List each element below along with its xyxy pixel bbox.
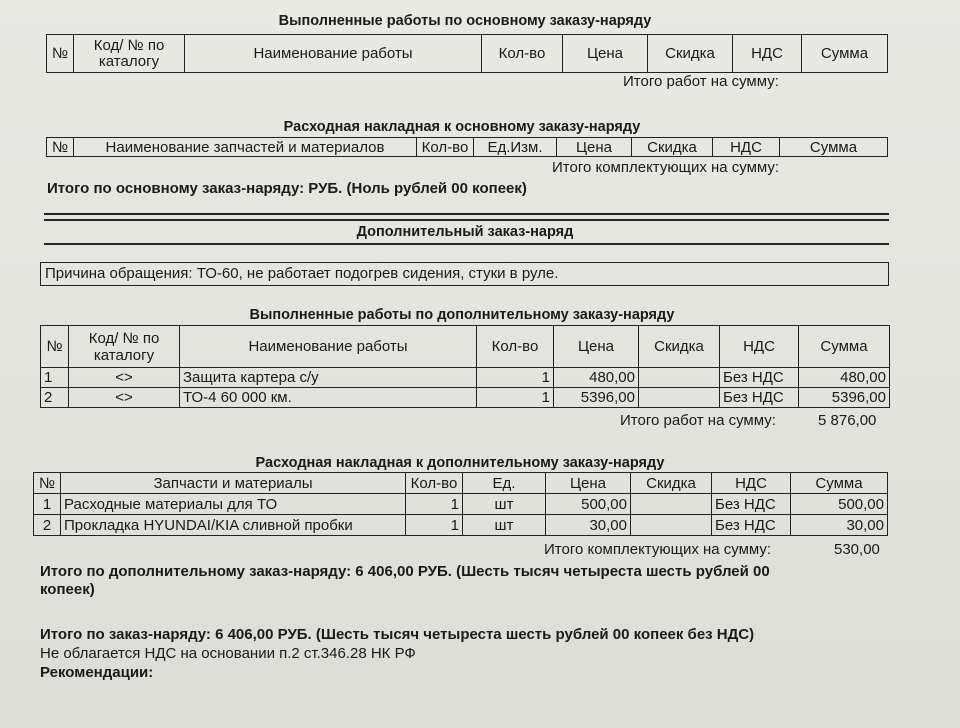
cell-discount bbox=[639, 388, 720, 408]
cell-price: 5396,00 bbox=[554, 388, 639, 408]
add-works-total-value: 5 876,00 bbox=[818, 412, 877, 429]
col-sum: Сумма bbox=[799, 326, 890, 368]
col-name: Наименование работы bbox=[180, 326, 477, 368]
visit-reason-box: Причина обращения: ТО-60, не работает подогрев сидения, стуки в руле. bbox=[40, 262, 889, 286]
col-vat: НДС bbox=[733, 35, 802, 73]
table-header-row bbox=[47, 138, 888, 157]
col-name: Наименование запчастей и материалов bbox=[74, 138, 417, 157]
cell-code: <> bbox=[69, 388, 180, 408]
vat-note: Не облагается НДС на основании п.2 ст.346.28 НК РФ bbox=[40, 645, 416, 662]
table-row bbox=[41, 388, 890, 408]
col-qty: Кол-во bbox=[406, 473, 463, 494]
col-sum: Сумма bbox=[780, 138, 888, 157]
col-num: № bbox=[47, 35, 74, 73]
col-discount: Скидка bbox=[639, 326, 720, 368]
table-header-row bbox=[34, 473, 888, 494]
add-works-total-label: Итого работ на сумму: bbox=[620, 412, 776, 429]
cell-sum: 5396,00 bbox=[799, 388, 890, 408]
col-qty: Кол-во bbox=[477, 326, 554, 368]
col-price: Цена bbox=[557, 138, 632, 157]
cell-unit: шт bbox=[463, 515, 546, 536]
add-parts-table bbox=[33, 472, 888, 536]
cell-name: Прокладка HYUNDAI/KIA сливной пробки bbox=[61, 515, 406, 536]
col-code: Код/ № по каталогу bbox=[69, 326, 180, 368]
cell-vat: Без НДС bbox=[712, 515, 791, 536]
main-parts-total-label: Итого комплектующих на сумму: bbox=[552, 159, 780, 176]
col-qty: Кол-во bbox=[482, 35, 563, 73]
main-works-table bbox=[46, 34, 888, 73]
col-vat: НДС bbox=[720, 326, 799, 368]
col-vat: НДС bbox=[713, 138, 780, 157]
cell-price: 480,00 bbox=[554, 368, 639, 388]
main-works-total-label: Итого работ на сумму: bbox=[623, 73, 779, 90]
divider bbox=[44, 243, 889, 245]
cell-num: 2 bbox=[41, 388, 69, 408]
add-parts-title: Расходная накладная к дополнительному заказу-наряду bbox=[255, 455, 665, 471]
table-row bbox=[34, 515, 888, 536]
col-name: Наименование работы bbox=[185, 35, 482, 73]
table-row bbox=[34, 494, 888, 515]
table-header-row bbox=[47, 35, 888, 73]
cell-vat: Без НДС bbox=[720, 368, 799, 388]
cell-discount bbox=[639, 368, 720, 388]
add-order-total-line1: Итого по дополнительному заказ-наряду: 6 406,00 РУБ. (Шесть тысяч четыреста шесть рублей 00 bbox=[40, 563, 770, 580]
cell-qty: 1 bbox=[406, 494, 463, 515]
cell-num: 1 bbox=[41, 368, 69, 388]
cell-qty: 1 bbox=[477, 388, 554, 408]
col-discount: Скидка bbox=[632, 138, 713, 157]
col-unit: Ед.Изм. bbox=[474, 138, 557, 157]
additional-order-title: Дополнительный заказ-наряд bbox=[356, 224, 574, 240]
cell-code: <> bbox=[69, 368, 180, 388]
add-works-table bbox=[40, 325, 890, 408]
col-num: № bbox=[47, 138, 74, 157]
cell-discount bbox=[631, 494, 712, 515]
main-works-title: Выполненные работы по основному заказу-наряду bbox=[278, 13, 652, 29]
table-header-row bbox=[41, 326, 890, 368]
main-parts-title: Расходная накладная к основному заказу-наряду bbox=[283, 119, 641, 135]
cell-qty: 1 bbox=[406, 515, 463, 536]
cell-price: 30,00 bbox=[546, 515, 631, 536]
col-sum: Сумма bbox=[802, 35, 888, 73]
col-discount: Скидка bbox=[648, 35, 733, 73]
add-parts-total-value: 530,00 bbox=[834, 541, 880, 558]
col-vat: НДС bbox=[712, 473, 791, 494]
col-sum: Сумма bbox=[791, 473, 888, 494]
cell-num: 1 bbox=[34, 494, 61, 515]
col-name: Запчасти и материалы bbox=[61, 473, 406, 494]
col-discount: Скидка bbox=[631, 473, 712, 494]
main-order-total: Итого по основному заказ-наряду: РУБ. (Ноль рублей 00 копеек) bbox=[47, 180, 527, 197]
cell-vat: Без НДС bbox=[720, 388, 799, 408]
cell-name: Расходные материалы для ТО bbox=[61, 494, 406, 515]
col-price: Цена bbox=[563, 35, 648, 73]
col-unit: Ед. bbox=[463, 473, 546, 494]
add-order-total-line2: копеек) bbox=[40, 581, 95, 598]
divider bbox=[44, 219, 889, 221]
add-parts-total-label: Итого комплектующих на сумму: bbox=[544, 541, 772, 558]
col-code: Код/ № по каталогу bbox=[74, 35, 185, 73]
recommendations-label: Рекомендации: bbox=[40, 664, 154, 681]
cell-name: ТО-4 60 000 км. bbox=[180, 388, 477, 408]
cell-num: 2 bbox=[34, 515, 61, 536]
grand-total: Итого по заказ-наряду: 6 406,00 РУБ. (Шесть тысяч четыреста шесть рублей 00 копеек без НДС) bbox=[40, 626, 755, 643]
main-parts-table bbox=[46, 137, 888, 157]
col-num: № bbox=[34, 473, 61, 494]
cell-sum: 500,00 bbox=[791, 494, 888, 515]
cell-qty: 1 bbox=[477, 368, 554, 388]
col-price: Цена bbox=[546, 473, 631, 494]
col-qty: Кол-во bbox=[417, 138, 474, 157]
cell-vat: Без НДС bbox=[712, 494, 791, 515]
cell-price: 500,00 bbox=[546, 494, 631, 515]
cell-discount bbox=[631, 515, 712, 536]
col-num: № bbox=[41, 326, 69, 368]
cell-unit: шт bbox=[463, 494, 546, 515]
cell-sum: 480,00 bbox=[799, 368, 890, 388]
col-price: Цена bbox=[554, 326, 639, 368]
cell-name: Защита картера с/у bbox=[180, 368, 477, 388]
cell-sum: 30,00 bbox=[791, 515, 888, 536]
add-works-title: Выполненные работы по дополнительному заказу-наряду bbox=[249, 307, 675, 323]
divider bbox=[44, 213, 889, 215]
table-row bbox=[41, 368, 890, 388]
